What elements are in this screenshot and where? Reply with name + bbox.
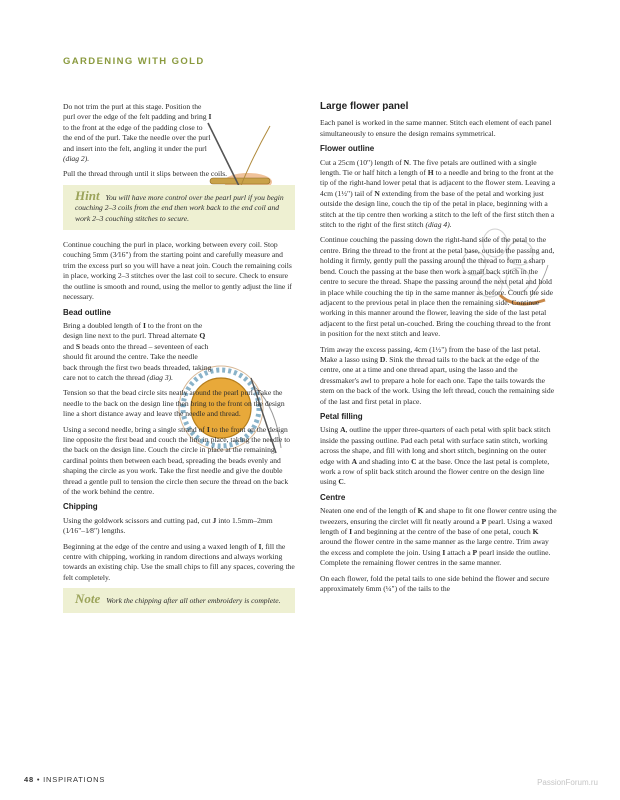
paragraph-pull: Pull the thread through until it slips between the coils. <box>63 169 228 179</box>
text: and <box>63 341 74 351</box>
thread-code: D <box>379 354 386 364</box>
paragraph-panel-intro: Each panel is worked in the same manner. Stitch each element of each panel simultaneously to ensure the design remains symmetrical. <box>320 118 552 138</box>
text: . <box>343 477 346 487</box>
heading-flower-outline: Flower outline <box>320 144 375 154</box>
hint-text: You will have more control over the pearl purl if you begin couching 2–3 coils from the end then work back to the end coil and work 2–3 couching stitches to secure. <box>75 192 284 223</box>
thread-code: A <box>351 456 358 466</box>
right-column <box>320 102 557 599</box>
page-number: 48 <box>24 775 34 784</box>
paragraph-outline-1 <box>320 158 557 231</box>
magazine-name: INSPIRATIONS <box>43 775 106 784</box>
text: Using <box>320 425 339 435</box>
bead-code: Q <box>199 331 206 341</box>
paragraph-petal-filling <box>320 425 557 487</box>
thread-code: K <box>417 506 424 516</box>
thread-code: I <box>142 320 146 330</box>
diagram-ref: (diag 3). <box>146 372 174 382</box>
hint-label: Hint <box>75 187 100 203</box>
text: beads onto the thread – seventeen of each should fit around the centre. Take the needle back through the first two beads threaded, taking care not to catch the thread <box>63 341 212 382</box>
footer-dot: • <box>36 775 41 784</box>
heading-chipping: Chipping <box>63 502 98 512</box>
diagram-ref: (diag 4). <box>425 220 452 230</box>
heading-petal-filling: Petal filling <box>320 411 363 421</box>
paragraph-chipping-2 <box>63 542 295 584</box>
note-text: Work the chipping after all other embroidery is complete. <box>106 596 281 606</box>
text: , fill the centre with chipping, working in random directions and always working towards an existing chip. Use the small chips to fill any spaces, covering the felt completely. <box>63 541 295 582</box>
text: into 1.5mm–2mm (1⁄16"–1⁄8") lengths. <box>63 515 273 536</box>
thread-code: H <box>427 168 434 178</box>
paragraph-outline-2: Continue couching the passing down the right-hand side of the petal to the centre. Bring the thread to the front at the petal base, outside the passing and, holding it firmly, gently pull the passing around the thread to form a sharp bend. Couch the passing at the base then work a small back stitch in the centre to secure the thread. Shape the passing around the next petal and hold in place while couching the tip in the same manner as before. Couch the side adjacent to the previous petal in place then the remaining side. Continue working in this manner around the flower, leaving the side of the last petal adjacent to the first petal un-couched. Bring the couching thread to the front in position for the next stitch and leave. <box>320 235 555 339</box>
heading-large-flower-panel: Large flower panel <box>320 101 409 112</box>
text: Using a second needle, bring a single strand of <box>63 424 205 434</box>
thread-code: I <box>442 547 446 557</box>
thread-code: I <box>208 112 212 122</box>
thread-code: A <box>340 425 346 435</box>
text: Trim away the excess passing, 4cm (1½") from the base of the last petal. Make a lasso using <box>320 344 541 364</box>
text: and shading into <box>359 456 410 466</box>
text: and shape to fit one flower centre using the tweezers, ensuring the circlet will fit neatly around a <box>320 506 557 526</box>
text: to the front at the edge of the padding close to the end of the purl. Take the needle over the purl and insert into the felt, angling it under the purl <box>63 122 211 153</box>
text: pearl inside the outline. Complete the remaining flower centres in the same manner. <box>320 547 551 568</box>
paragraph-outline-3 <box>320 345 557 407</box>
thread-code: I <box>258 541 262 551</box>
text: and beginning at the centre of the base of one petal, couch <box>354 527 531 537</box>
text: at the base. Once the last petal is complete, work a row of split back stitch around the flower centre on the design line using <box>320 456 550 487</box>
thread-code: N <box>374 188 380 198</box>
note-label: Note <box>75 591 101 607</box>
thread-code: N <box>403 157 410 167</box>
text: Neaten one end of the length of <box>320 506 416 516</box>
text: Using the goldwork scissors and cutting pad, cut <box>63 515 211 525</box>
text: pearl. Using a waxed length of <box>320 516 553 537</box>
paragraph-second-needle <box>63 425 295 498</box>
left-column <box>63 102 295 623</box>
diagram-ref: (diag 2). <box>63 154 90 164</box>
page-footer <box>24 775 105 784</box>
bead-code: S <box>75 341 81 351</box>
paragraph-bead <box>63 321 213 383</box>
paragraph-centre-2: On each flower, fold the petal tails to one side behind the flower and secure approximately 6mm (¼") of the tails to the <box>320 573 550 594</box>
heading-centre: Centre <box>320 492 346 502</box>
paragraph-chipping-1 <box>63 516 295 537</box>
text: Do not trim the purl at this stage. Position the purl over the edge of the felt padding and bring <box>63 102 207 122</box>
thread-code: C <box>338 477 344 487</box>
text: . Sink the thread tails to the back at the edge of the centre, one at a time and one thread apart, using the lasso and the dressmaker's awl to prepare a hole for each one. Tape the tails towards the stem on the back of the work. Using the left thread, couch the remaining side of the last and first petal in place. <box>320 354 555 406</box>
pearl-code: P <box>481 516 487 526</box>
paragraph-intro <box>63 102 213 164</box>
hint-box <box>63 185 295 230</box>
heading-bead-outline: Bead outline <box>63 307 112 317</box>
note-box <box>63 588 295 612</box>
text: , outline the upper three-quarters of each petal with split back stitch inside the passing outline. Pad each petal with surface satin stitch, working across the shape, and fill with long and short stitch, beginning on the outer edge with <box>320 425 551 466</box>
text: to a needle and bring to the front at the tip of the right-hand lower petal that is adjacent to the flower stem. Leaving a 4cm (1½") tail of <box>320 168 556 198</box>
running-header: GARDENING WITH GOLD <box>63 56 205 67</box>
text: attach a <box>447 547 471 557</box>
text: extending from the base of the petal and working just outside the design line, couch the tip of the petal in place, beginning with a stitch at the tip centre then working a stitch to the left of the first stitch then a stitch to the right of the first stitch <box>320 188 555 230</box>
pearl-code: P <box>472 547 478 557</box>
thread-code: I <box>349 527 353 537</box>
thread-code: J <box>212 515 217 525</box>
text: Cut a 25cm (10") length of <box>320 157 402 167</box>
text: Bring a doubled length of <box>63 320 142 330</box>
text: around the flower centre in the same manner as the large centre. Trim away the excess and complete the join. Using <box>320 537 549 557</box>
thread-code: I <box>206 424 210 434</box>
text: Beginning at the edge of the centre and using a waxed length of <box>63 541 257 551</box>
text: to the front on the design line next to the purl. Thread alternate <box>63 320 203 341</box>
watermark: PassionForum.ru <box>537 778 598 787</box>
paragraph-tension: Tension so that the bead circle sits neatly around the pearl purl. Take the needle to the back on the design line then bring to the front on the design line a short distance away and leave the needle and thread. <box>63 388 285 419</box>
text: to the front on the design line opposite the first bead and couch the line in place, taking the needle to the back on the design line. Couch the circle in place at the remaining cardinal points then between each bead, spreading the beads evenly and shaping the circle as you work. Take the first needle and give the double thread a gentle pull to tension the circle then secure the thread on the back of the work behind the centre. <box>63 424 291 496</box>
paragraph-continue: Continue couching the purl in place, working between every coil. Stop couching 5mm (3⁄16") from the starting point and carefully measure and trim the excess purl so you will have a neat join. Couch the remaining coils in place, working 2–3 stitches over the last coil to secure. Check to ensure the outline is smooth and round, using the mellor to gently adjust the line if necessary. <box>63 240 292 302</box>
paragraph-centre-1 <box>320 506 557 568</box>
thread-code: C <box>411 456 417 466</box>
text: . The five petals are outlined with a single length. Tie or half hitch a length of <box>320 157 537 178</box>
thread-code: K <box>532 527 539 537</box>
